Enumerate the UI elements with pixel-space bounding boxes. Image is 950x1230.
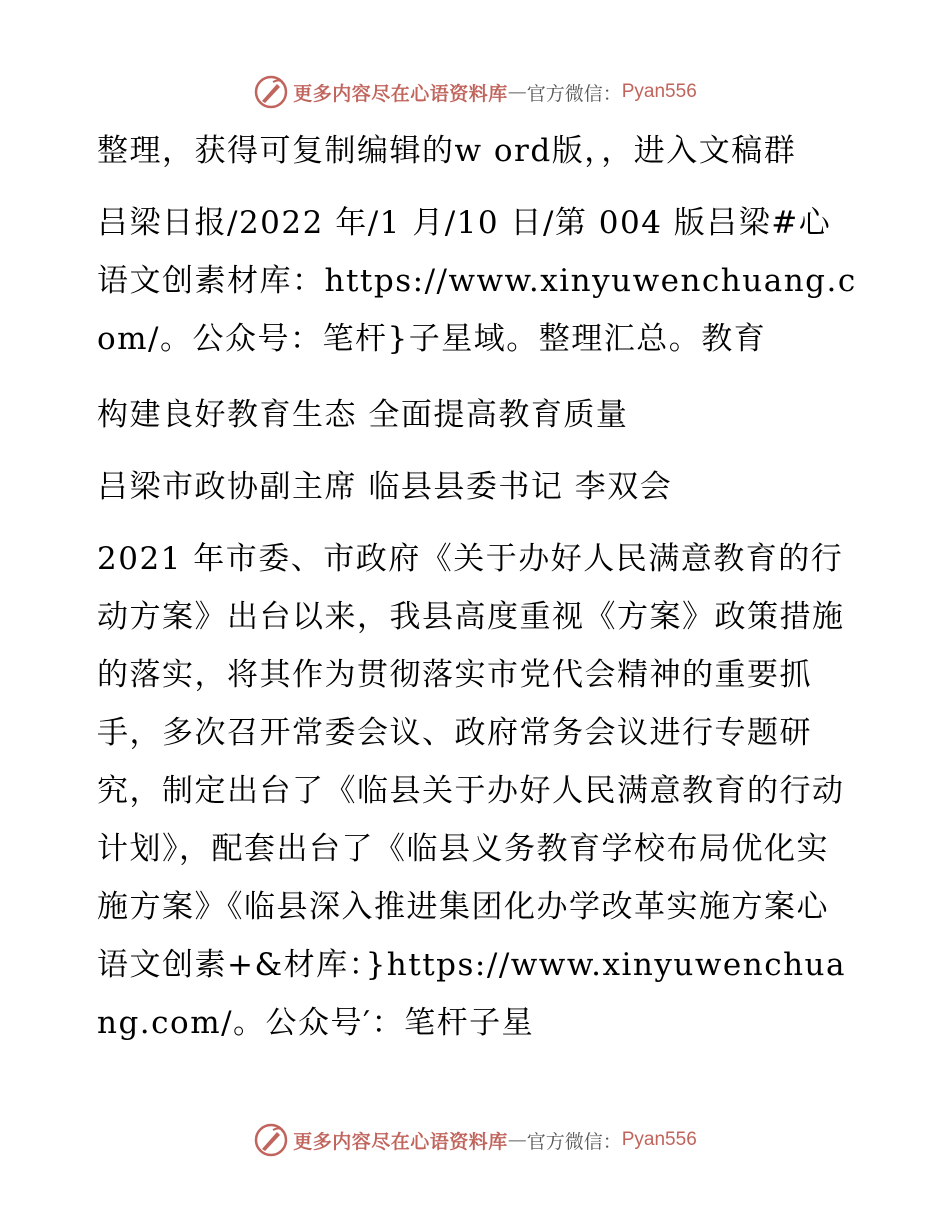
banner-separator: — <box>507 81 527 103</box>
banner-sub-text: 官方微信： <box>526 1130 622 1153</box>
banner-sub-text: 官方微信： <box>526 82 622 105</box>
quill-logo-icon <box>253 74 289 110</box>
footer-watermark-banner <box>0 1120 950 1160</box>
paragraph-intro: 整理，获得可复制编辑的w ord版，，进入文稿群 <box>97 133 797 169</box>
document-body <box>97 122 857 1070</box>
paragraph-body: 2021 年市委、市政府《关于办好人民满意教育的行动方案》出台以来，我县高度重视《方案》政策措施的落实，将其作为贯彻落实市党代会精神的重要抓手，多次召开常委会议、政府常务会议进行专题研究，制定出台了《临县关于办好人民满意教育的行动计划》，配套出台了《临县义务教育学校布局优化实施方案》《临县深入推进集团化办学改革实施方案心语文创素+&材库：}https://www.xinyuwenchuang.com/。公众号′：笔杆子星 <box>97 541 846 1041</box>
article-author: 吕梁市政协副主席 临县县委书记 李双会 <box>97 469 673 505</box>
banner-wechat-id: Pyan556 <box>621 1129 697 1150</box>
banner-main-text: 更多内容尽在心语资料库 <box>293 1130 508 1153</box>
banner-wechat-id: Pyan556 <box>621 81 697 102</box>
header-watermark-banner <box>0 72 950 112</box>
article-title: 构建良好教育生态 全面提高教育质量 <box>97 397 629 433</box>
banner-main-text: 更多内容尽在心语资料库 <box>293 82 508 105</box>
quill-logo-icon <box>253 1122 289 1158</box>
paragraph-source: 吕梁日报/2022 年/1 月/10 日/第 004 版吕梁#心语文创素材库：https://www.xinyuwenchuang.com/。公众号：笔杆}子星域。整理汇总。教育 <box>97 205 857 357</box>
banner-separator: — <box>507 1129 527 1151</box>
